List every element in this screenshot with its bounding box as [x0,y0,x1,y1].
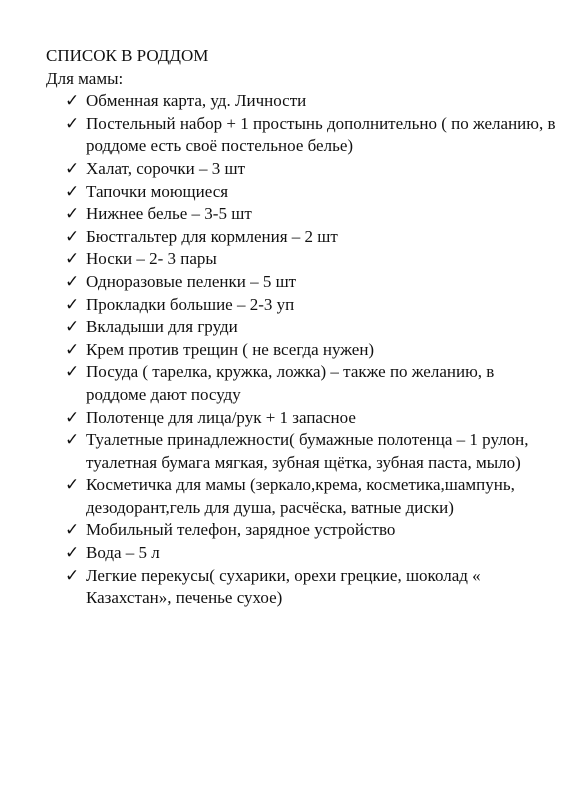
checkmark-icon: ✓ [65,271,80,292]
list-item [65,226,556,249]
checkmark-icon: ✓ [65,294,80,315]
list-item-text: Постельный набор + 1 простынь дополнительно ( по желанию, в роддоме есть своё постельное белье) [86,113,556,156]
list-item [65,339,556,362]
checkmark-icon: ✓ [65,543,80,564]
list-item [65,294,556,317]
list-item [65,181,556,204]
list-item [65,429,556,474]
checkmark-icon: ✓ [65,317,80,338]
list-item-text: Вкладыши для груди [86,317,238,337]
list-item-text: Крем против трещин ( не всегда нужен) [86,339,375,359]
checkmark-icon: ✓ [65,339,80,360]
checkmark-icon: ✓ [65,181,80,202]
list-item-text: Прокладки большие – 2-3 уп [86,294,295,314]
list-item-text: Носки – 2- 3 пары [86,249,217,269]
page-title: СПИСОК В РОДДОМ [46,46,209,65]
checkmark-icon: ✓ [65,475,80,496]
section-subtitle: Для мамы: [46,68,124,88]
list-item-text: Нижнее белье – 3-5 шт [86,204,252,224]
checkmark-icon: ✓ [65,91,80,112]
list-item [65,271,556,294]
list-item-text: Легкие перекусы( сухарики, орехи грецкие, шоколад « Казахстан», печенье сухое) [86,565,481,608]
checkmark-icon: ✓ [65,158,80,179]
list-item-text: Тапочки моющиеся [86,181,229,201]
list-item [65,474,556,519]
checkmark-icon: ✓ [65,407,80,428]
list-item-text: Полотенце для лица/рук + 1 запасное [86,407,356,427]
list-item-text: Одноразовые пеленки – 5 шт [86,271,297,291]
list-item [65,361,556,406]
list-item [65,316,556,339]
list-item-text: Мобильный телефон, зарядное устройство [86,520,396,540]
list-item [65,113,556,158]
list-item-text: Обменная карта, уд. Личности [86,91,307,111]
checkmark-icon: ✓ [65,565,80,586]
list-item-text: Бюстгальтер для кормления – 2 шт [86,226,338,246]
list-item [65,203,556,226]
checkmark-icon: ✓ [65,113,80,134]
checkmark-icon: ✓ [65,520,80,541]
list-item [65,90,556,113]
list-item-text: Халат, сорочки – 3 шт [86,158,245,178]
list-item [65,158,556,181]
list-item-text: Посуда ( тарелка, кружка, ложка) – также по желанию, в роддоме дают посуду [86,362,495,404]
list-item-text: Косметичка для мамы (зеркало,крема, косметика,шампунь, дезодорант,гель для душа, расчёска, ватные диски) [86,475,515,517]
list-item-text: Туалетные принадлежности( бумажные полотенца – 1 рулон, туалетная бумага мягкая, зубная щётка, зубная паста, мыло) [86,430,529,472]
list-item [65,407,556,430]
checkmark-icon: ✓ [65,362,80,383]
list-item [65,519,556,542]
list-item [65,542,556,565]
checkmark-icon: ✓ [65,204,80,225]
list-item [65,248,556,271]
document-page [46,45,556,610]
checkmark-icon: ✓ [65,430,80,451]
checkmark-icon: ✓ [65,226,80,247]
list-item-text: Вода – 5 л [86,543,160,563]
checklist [46,90,556,610]
list-item [65,565,556,610]
checkmark-icon: ✓ [65,249,80,270]
